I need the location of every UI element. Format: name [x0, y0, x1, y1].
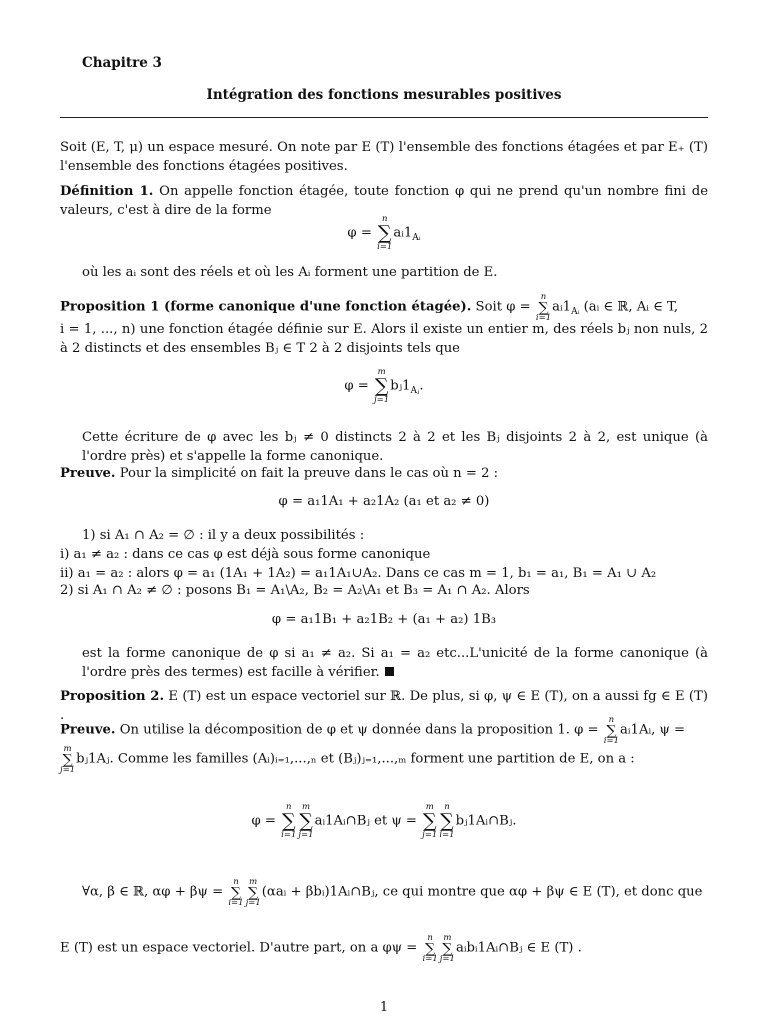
sum-upper: m	[301, 802, 311, 812]
proposition-1-after: Cette écriture de φ avec les bⱼ ≠ 0 distincts 2 à 2 et les Bⱼ disjoints 2 à 2, est unique (à l'ordre près) et s'appelle la forme canonique.	[82, 430, 708, 464]
sum-lower: i=1	[535, 312, 552, 323]
sum-sign: m ∑ j=1	[298, 802, 314, 840]
prop1-text-b: aᵢ1	[552, 299, 572, 315]
sum-lower: j=1	[60, 764, 76, 775]
proof-2	[60, 716, 708, 745]
proof-1-text: Pour la simplicité on fait la preuve dans le cas où n = 2 :	[119, 466, 499, 481]
sum-sign: n ∑ i=1	[422, 933, 438, 964]
proof-2-formula	[60, 803, 708, 839]
proposition-1-label: Proposition 1 (forme canonique d'une fonction étagée).	[60, 299, 472, 315]
sum-upper: n	[427, 933, 433, 943]
sum-lower: i=1	[603, 735, 620, 746]
sum-upper: n	[233, 877, 239, 887]
formula-mid: et ψ =	[369, 813, 422, 829]
sum-lower: j=1	[422, 829, 438, 840]
sum-sign: m ∑ j=1	[245, 877, 261, 908]
prop1-text-a: Soit φ =	[475, 299, 535, 315]
formula-term: bⱼ1	[390, 378, 411, 394]
proof-2-l-d: aᵢbᵢ1Aᵢ∩Bⱼ ∈ E (T) .	[455, 940, 582, 956]
formula-lhs: φ =	[347, 225, 377, 241]
sum-upper: n	[608, 715, 615, 725]
proof-1-line-4: 2) si A₁ ∩ A₂ ≠ ∅ : posons B₁ = A₁\A₂, B₂ = A₂\A₁ et B₃ = A₁ ∩ A₂. Alors	[60, 583, 530, 598]
page-number: 1	[379, 1000, 389, 1015]
proof-1-line-1: 1) si A₁ ∩ A₂ = ∅ : il y a deux possibilités :	[82, 528, 365, 543]
definition-1-label: Définition 1.	[60, 184, 154, 199]
proof-1-after-text: est la forme canonique de φ si a₁ ≠ a₂. Si a₁ = a₂ etc...L'unicité de la forme canonique (à l'ordre près des termes) est facille à vérifier.	[82, 646, 708, 680]
proof-1-line-2: i) a₁ ≠ a₂ : dans ce cas φ est déjà sous forme canonique	[60, 547, 431, 562]
sum-lower: j=1	[298, 829, 314, 840]
proof-2-l-c: E (T) est un espace vectoriel. D'autre part, on a φψ =	[60, 940, 422, 956]
proof-2-text-a: On utilise la décomposition de φ et ψ donnée dans la proposition 1. φ =	[119, 722, 603, 738]
sum-sign: m ∑ j=1	[422, 802, 438, 840]
sum-sign: n ∑ i=1	[439, 802, 455, 840]
formula-term-2: bⱼ1Aᵢ∩Bⱼ	[455, 813, 513, 829]
proof-1	[60, 464, 708, 483]
proof-2-line-combo	[60, 878, 708, 907]
formula-term-1: aᵢ1Aᵢ∩Bⱼ	[314, 813, 370, 829]
proof-2-text-b: aᵢ1Aᵢ, ψ =	[620, 722, 686, 738]
prop1-text-c: Aᵢ	[571, 307, 580, 318]
sum-upper: m	[377, 367, 386, 377]
intro-paragraph: Soit (E, T, μ) un espace mesuré. On note par E (T) l'ensemble des fonctions étagées et par E₊ (T) l'ensemble des fonctions étagées positives.	[60, 140, 708, 174]
sum-sign: n ∑ i=1	[535, 292, 552, 323]
page	[60, 0, 708, 1024]
sum-sign: n ∑ i=1	[603, 715, 620, 746]
definition-1-after: où les aᵢ sont des réels et où les Aᵢ forment une partition de E.	[82, 265, 498, 280]
proof-1-formula: φ = a₁1A₁ + a₂1A₂ (a₁ et a₂ ≠ 0)	[278, 494, 490, 509]
title-rule	[60, 117, 708, 118]
sum-lower: i=1	[377, 241, 393, 252]
sum-sign: m ∑ j=1	[374, 367, 390, 405]
proof-1-after	[60, 644, 708, 682]
formula-subscript: Aⱼ	[410, 386, 420, 397]
sum-sign: m ∑ j=1	[60, 744, 76, 775]
proposition-1-text: i = 1, ..., n) une fonction étagée définie sur E. Alors il existe un entier m, des réels bⱼ non nuls, 2 à 2 distincts et des ensembles Bⱼ ∈ T 2 à 2 disjoints tels que	[60, 322, 708, 356]
sum-sign: n ∑ i=1	[377, 214, 393, 252]
formula-end: .	[419, 378, 424, 394]
proof-1-label: Preuve.	[60, 466, 116, 481]
sum-sign: n ∑ i=1	[228, 877, 244, 908]
sum-upper: n	[286, 802, 292, 812]
proof-2-l-a: ∀α, β ∈ ℝ, αφ + βψ =	[82, 884, 228, 900]
formula-lhs: φ =	[344, 378, 374, 394]
sum-upper: m	[63, 744, 72, 754]
sum-lower: i=1	[439, 829, 455, 840]
sum-lower: i=1	[281, 829, 297, 840]
proof-2-label: Preuve.	[60, 722, 116, 738]
prop1-text-d: (aᵢ ∈ ℝ, Aᵢ ∈ T,	[579, 299, 679, 315]
proof-1-line-3: ii) a₁ = a₂ : alors φ = a₁ (1A₁ + 1A₂) = a₁1A₁∪A₂. Dans ce cas m = 1, b₁ = a₁, B₁ = A₁ ∪ A₂	[60, 566, 657, 581]
formula-subscript: Aᵢ	[412, 233, 421, 244]
proof-2-text-c: bⱼ1Aⱼ. Comme les familles (Aᵢ)ᵢ₌₁,...,ₙ et (Bⱼ)ⱼ₌₁,...,ₘ forment une partition de E, on a :	[76, 751, 635, 767]
sum-sign: n ∑ i=1	[281, 802, 297, 840]
sum-lower: j=1	[245, 897, 261, 908]
formula-term: aᵢ1	[393, 225, 413, 241]
formula-end: .	[512, 813, 517, 829]
sum-sign: m ∑ j=1	[439, 933, 455, 964]
proof-1-formula-2: φ = a₁1B₁ + a₂1B₂ + (a₁ + a₂) 1B₃	[271, 612, 497, 627]
page-title: Intégration des fonctions mesurables positives	[206, 87, 562, 103]
proof-2-last-line	[60, 934, 708, 963]
sum-upper: n	[381, 214, 388, 224]
sum-upper: m	[249, 877, 258, 887]
proposition-2-label: Proposition 2.	[60, 689, 165, 704]
chapter-label: Chapitre 3	[82, 55, 162, 71]
definition-1-formula	[60, 215, 708, 251]
proof-2-l-b: (αaᵢ + βbᵢ)1Aᵢ∩Bⱼ, ce qui montre que αφ + βψ ∈ E (T), et donc que	[261, 884, 703, 900]
definition-1-text: On appelle fonction étagée, toute fonction φ qui ne prend qu'un nombre fini de valeurs, c'est à dire de la forme	[60, 184, 708, 218]
proof-2-line-2	[60, 745, 708, 774]
qed-square-icon	[385, 667, 394, 676]
sum-lower: j=1	[374, 394, 390, 405]
sum-upper: m	[425, 802, 434, 812]
sum-upper: m	[443, 933, 452, 943]
sum-lower: j=1	[439, 953, 455, 964]
sum-lower: i=1	[422, 953, 438, 964]
sum-upper: n	[444, 802, 450, 812]
sum-upper: n	[540, 292, 547, 302]
proposition-1-formula	[60, 368, 708, 404]
proposition-2-text: E (T) est un espace vectoriel sur ℝ. De plus, si φ, ψ ∈ E (T), on a aussi fg ∈ E (T) .	[60, 689, 708, 723]
sum-lower: i=1	[228, 897, 244, 908]
proposition-1	[60, 293, 708, 322]
formula-lhs: φ =	[251, 813, 281, 829]
